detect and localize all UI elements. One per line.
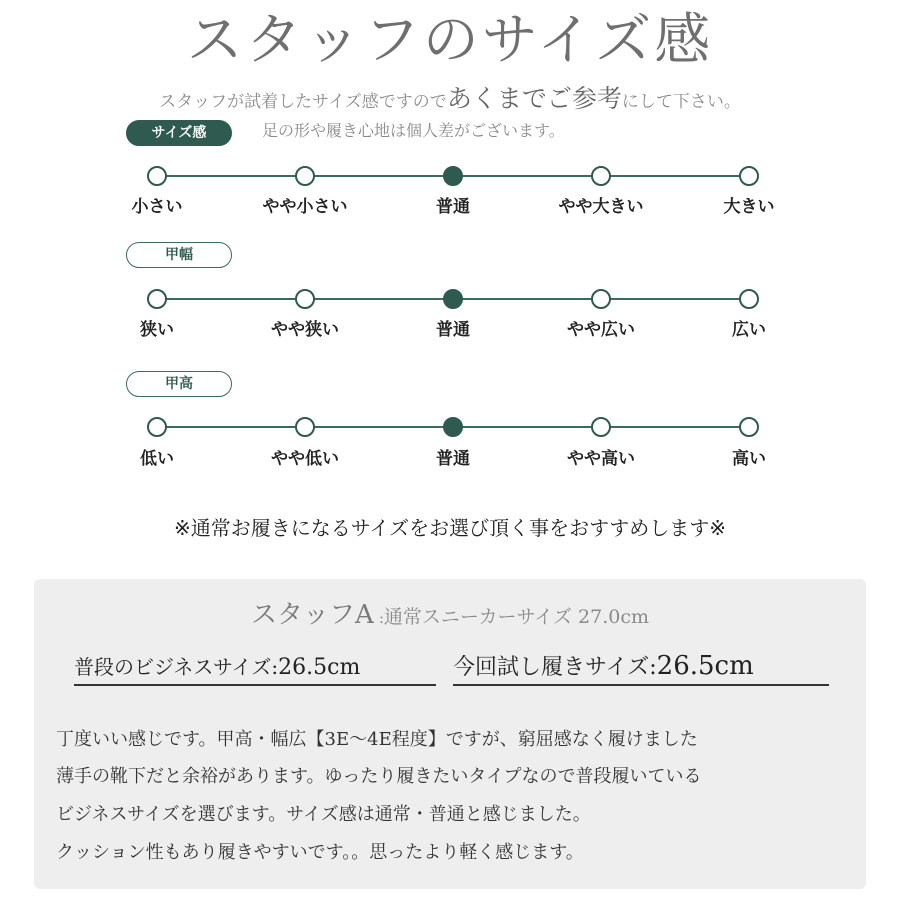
subtitle	[0, 84, 900, 117]
instep-width-option-dot	[147, 289, 167, 309]
instep-height-option-label: やや高い	[567, 449, 635, 469]
page-title: スタッフのサイズ感	[186, 8, 714, 73]
instep-width-option-label: やや狭い	[271, 320, 339, 340]
size-feel-option-label: 普通	[436, 197, 470, 217]
tried-size-value: 26.5cm	[656, 651, 754, 681]
instep-width-option-label: 狭い	[140, 320, 174, 340]
instep-width-option-dot	[443, 289, 463, 309]
usual-business-size-label: 普段のビジネスサイズ:	[74, 655, 279, 679]
instep-height-option-dot	[147, 417, 167, 437]
recommendation-text: ※通常お履きになるサイズをお選び頂く事をおすすめします※	[173, 516, 727, 540]
instep-width-option-label: 普通	[436, 320, 470, 340]
instep-height-badge: 甲高	[126, 371, 232, 397]
size-feel-option-dot	[739, 166, 759, 186]
subtitle-after: にして下さい。	[621, 92, 741, 112]
instep-height-option-dot	[739, 417, 759, 437]
instep-height-option-label: 普通	[436, 449, 470, 469]
instep-width-option-dot	[295, 289, 315, 309]
size-feel-option-label: 小さい	[131, 197, 183, 217]
review-comment-line: 丁度いい感じです。甲高・幅広【3E〜4E程度】ですが、窮屈感なく履けました	[56, 729, 698, 750]
subtitle-emphasis: あくまでご参考	[446, 84, 622, 113]
staff-name: スタッフA	[250, 600, 374, 630]
size-feel-option-dot	[295, 166, 315, 186]
size-feel-option-dot	[147, 166, 167, 186]
usual-business-size-value: 26.5cm	[278, 655, 361, 680]
instep-width-badge: 甲幅	[126, 242, 232, 268]
review-comment-line: クッション性もあり履きやすいです。。思ったより軽く感じます。	[56, 842, 584, 863]
staff-header	[0, 598, 900, 635]
tried-size-label: 今回試し履きサイズ:	[453, 655, 657, 680]
staff-usual-sneaker-size: 通常スニーカーサイズ 27.0cm	[383, 606, 650, 628]
review-comment-line: ビジネスサイズを選びます。サイズ感は通常・普通と感じました。	[56, 804, 591, 825]
instep-height-option-dot	[295, 417, 315, 437]
size-feel-option-label: やや小さい	[262, 197, 348, 217]
instep-height-option-label: 高い	[732, 449, 766, 469]
instep-height-option-dot	[591, 417, 611, 437]
size-feel-option-label: やや大きい	[558, 197, 644, 217]
size-feel-badge: サイズ感	[126, 120, 232, 146]
usual-business-size	[74, 650, 436, 686]
instep-height-option-label: 低い	[140, 449, 174, 469]
instep-height-option-label: やや低い	[271, 449, 339, 469]
review-comment-line: 薄手の靴下だと余裕があります。ゆったり履きたいタイプなので普段履いている	[56, 766, 702, 787]
subtitle-before: スタッフが試着したサイズ感ですので	[159, 92, 447, 112]
instep-width-option-dot	[591, 289, 611, 309]
staff-separator: :	[378, 609, 384, 627]
tried-size	[453, 648, 829, 686]
instep-width-option-dot	[739, 289, 759, 309]
instep-height-option-dot	[443, 417, 463, 437]
size-feel-option-label: 大きい	[723, 197, 775, 217]
instep-width-option-label: やや広い	[567, 320, 635, 340]
size-feel-option-dot	[591, 166, 611, 186]
individual-difference-note: 足の形や履き心地は個人差がございます。	[262, 121, 565, 140]
instep-width-option-label: 広い	[732, 320, 766, 340]
size-feel-option-dot	[443, 166, 463, 186]
